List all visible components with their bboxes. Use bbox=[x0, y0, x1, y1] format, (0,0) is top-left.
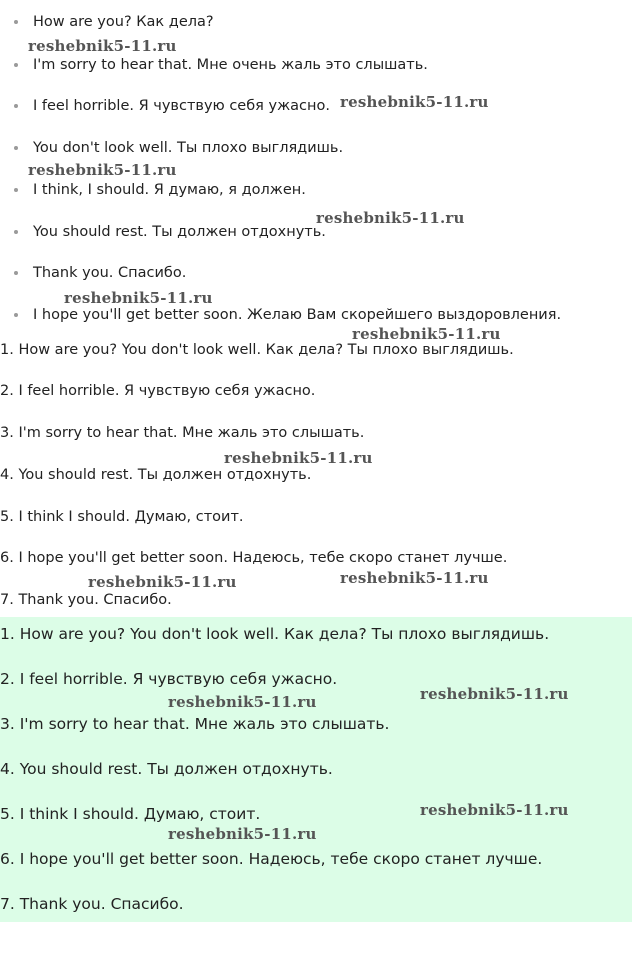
watermark: reshebnik5-11.ru bbox=[316, 209, 465, 227]
numbered-line: 7. Thank you. Спасибо. bbox=[0, 592, 172, 608]
list-item: You should rest. Ты должен отдохнуть. bbox=[33, 224, 326, 240]
list-item: You don't look well. Ты плохо выглядишь. bbox=[33, 140, 344, 156]
watermark: reshebnik5-11.ru bbox=[420, 685, 569, 703]
answer-line: 5. I think I should. Думаю, стоит. bbox=[0, 805, 261, 823]
watermark: reshebnik5-11.ru bbox=[224, 449, 373, 467]
list-item: Thank you. Спасибо. bbox=[33, 265, 187, 281]
watermark: reshebnik5-11.ru bbox=[88, 573, 237, 591]
answer-line: 4. You should rest. Ты должен отдохнуть. bbox=[0, 760, 333, 778]
watermark: reshebnik5-11.ru bbox=[340, 93, 489, 111]
watermark: reshebnik5-11.ru bbox=[64, 289, 213, 307]
watermark: reshebnik5-11.ru bbox=[420, 801, 569, 819]
numbered-line: 5. I think I should. Думаю, стоит. bbox=[0, 509, 244, 525]
watermark: reshebnik5-11.ru bbox=[168, 693, 317, 711]
numbered-line: 4. You should rest. Ты должен отдохнуть. bbox=[0, 467, 312, 483]
list-item: I hope you'll get better soon. Желаю Вам скорейшего выздоровления. bbox=[33, 307, 562, 323]
answer-line: 7. Thank you. Спасибо. bbox=[0, 895, 184, 913]
answer-line: 6. I hope you'll get better soon. Надеюсь, тебе скоро станет лучше. bbox=[0, 850, 543, 868]
list-item: I feel horrible. Я чувствую себя ужасно. bbox=[33, 98, 330, 114]
numbered-line: 2. I feel horrible. Я чувствую себя ужасно. bbox=[0, 383, 316, 399]
watermark: reshebnik5-11.ru bbox=[28, 37, 177, 55]
list-item: How are you? Как дела? bbox=[33, 14, 214, 30]
watermark: reshebnik5-11.ru bbox=[340, 569, 489, 587]
numbered-line: 3. I'm sorry to hear that. Мне жаль это слышать. bbox=[0, 425, 365, 441]
answer-line: 3. I'm sorry to hear that. Мне жаль это слышать. bbox=[0, 715, 390, 733]
answer-line: 2. I feel horrible. Я чувствую себя ужасно. bbox=[0, 670, 338, 688]
list-item: I think, I should. Я думаю, я должен. bbox=[33, 182, 306, 198]
answer-line: 1. How are you? You don't look well. Как дела? Ты плохо выглядишь. bbox=[0, 625, 550, 643]
list-item: I'm sorry to hear that. Мне очень жаль это слышать. bbox=[33, 57, 428, 73]
watermark: reshebnik5-11.ru bbox=[352, 325, 501, 343]
watermark: reshebnik5-11.ru bbox=[28, 161, 177, 179]
numbered-line: 6. I hope you'll get better soon. Надеюсь, тебе скоро станет лучше. bbox=[0, 550, 508, 566]
numbered-line: 1. How are you? You don't look well. Как дела? Ты плохо выглядишь. bbox=[0, 342, 514, 358]
answer-block bbox=[0, 617, 632, 922]
watermark: reshebnik5-11.ru bbox=[168, 825, 317, 843]
